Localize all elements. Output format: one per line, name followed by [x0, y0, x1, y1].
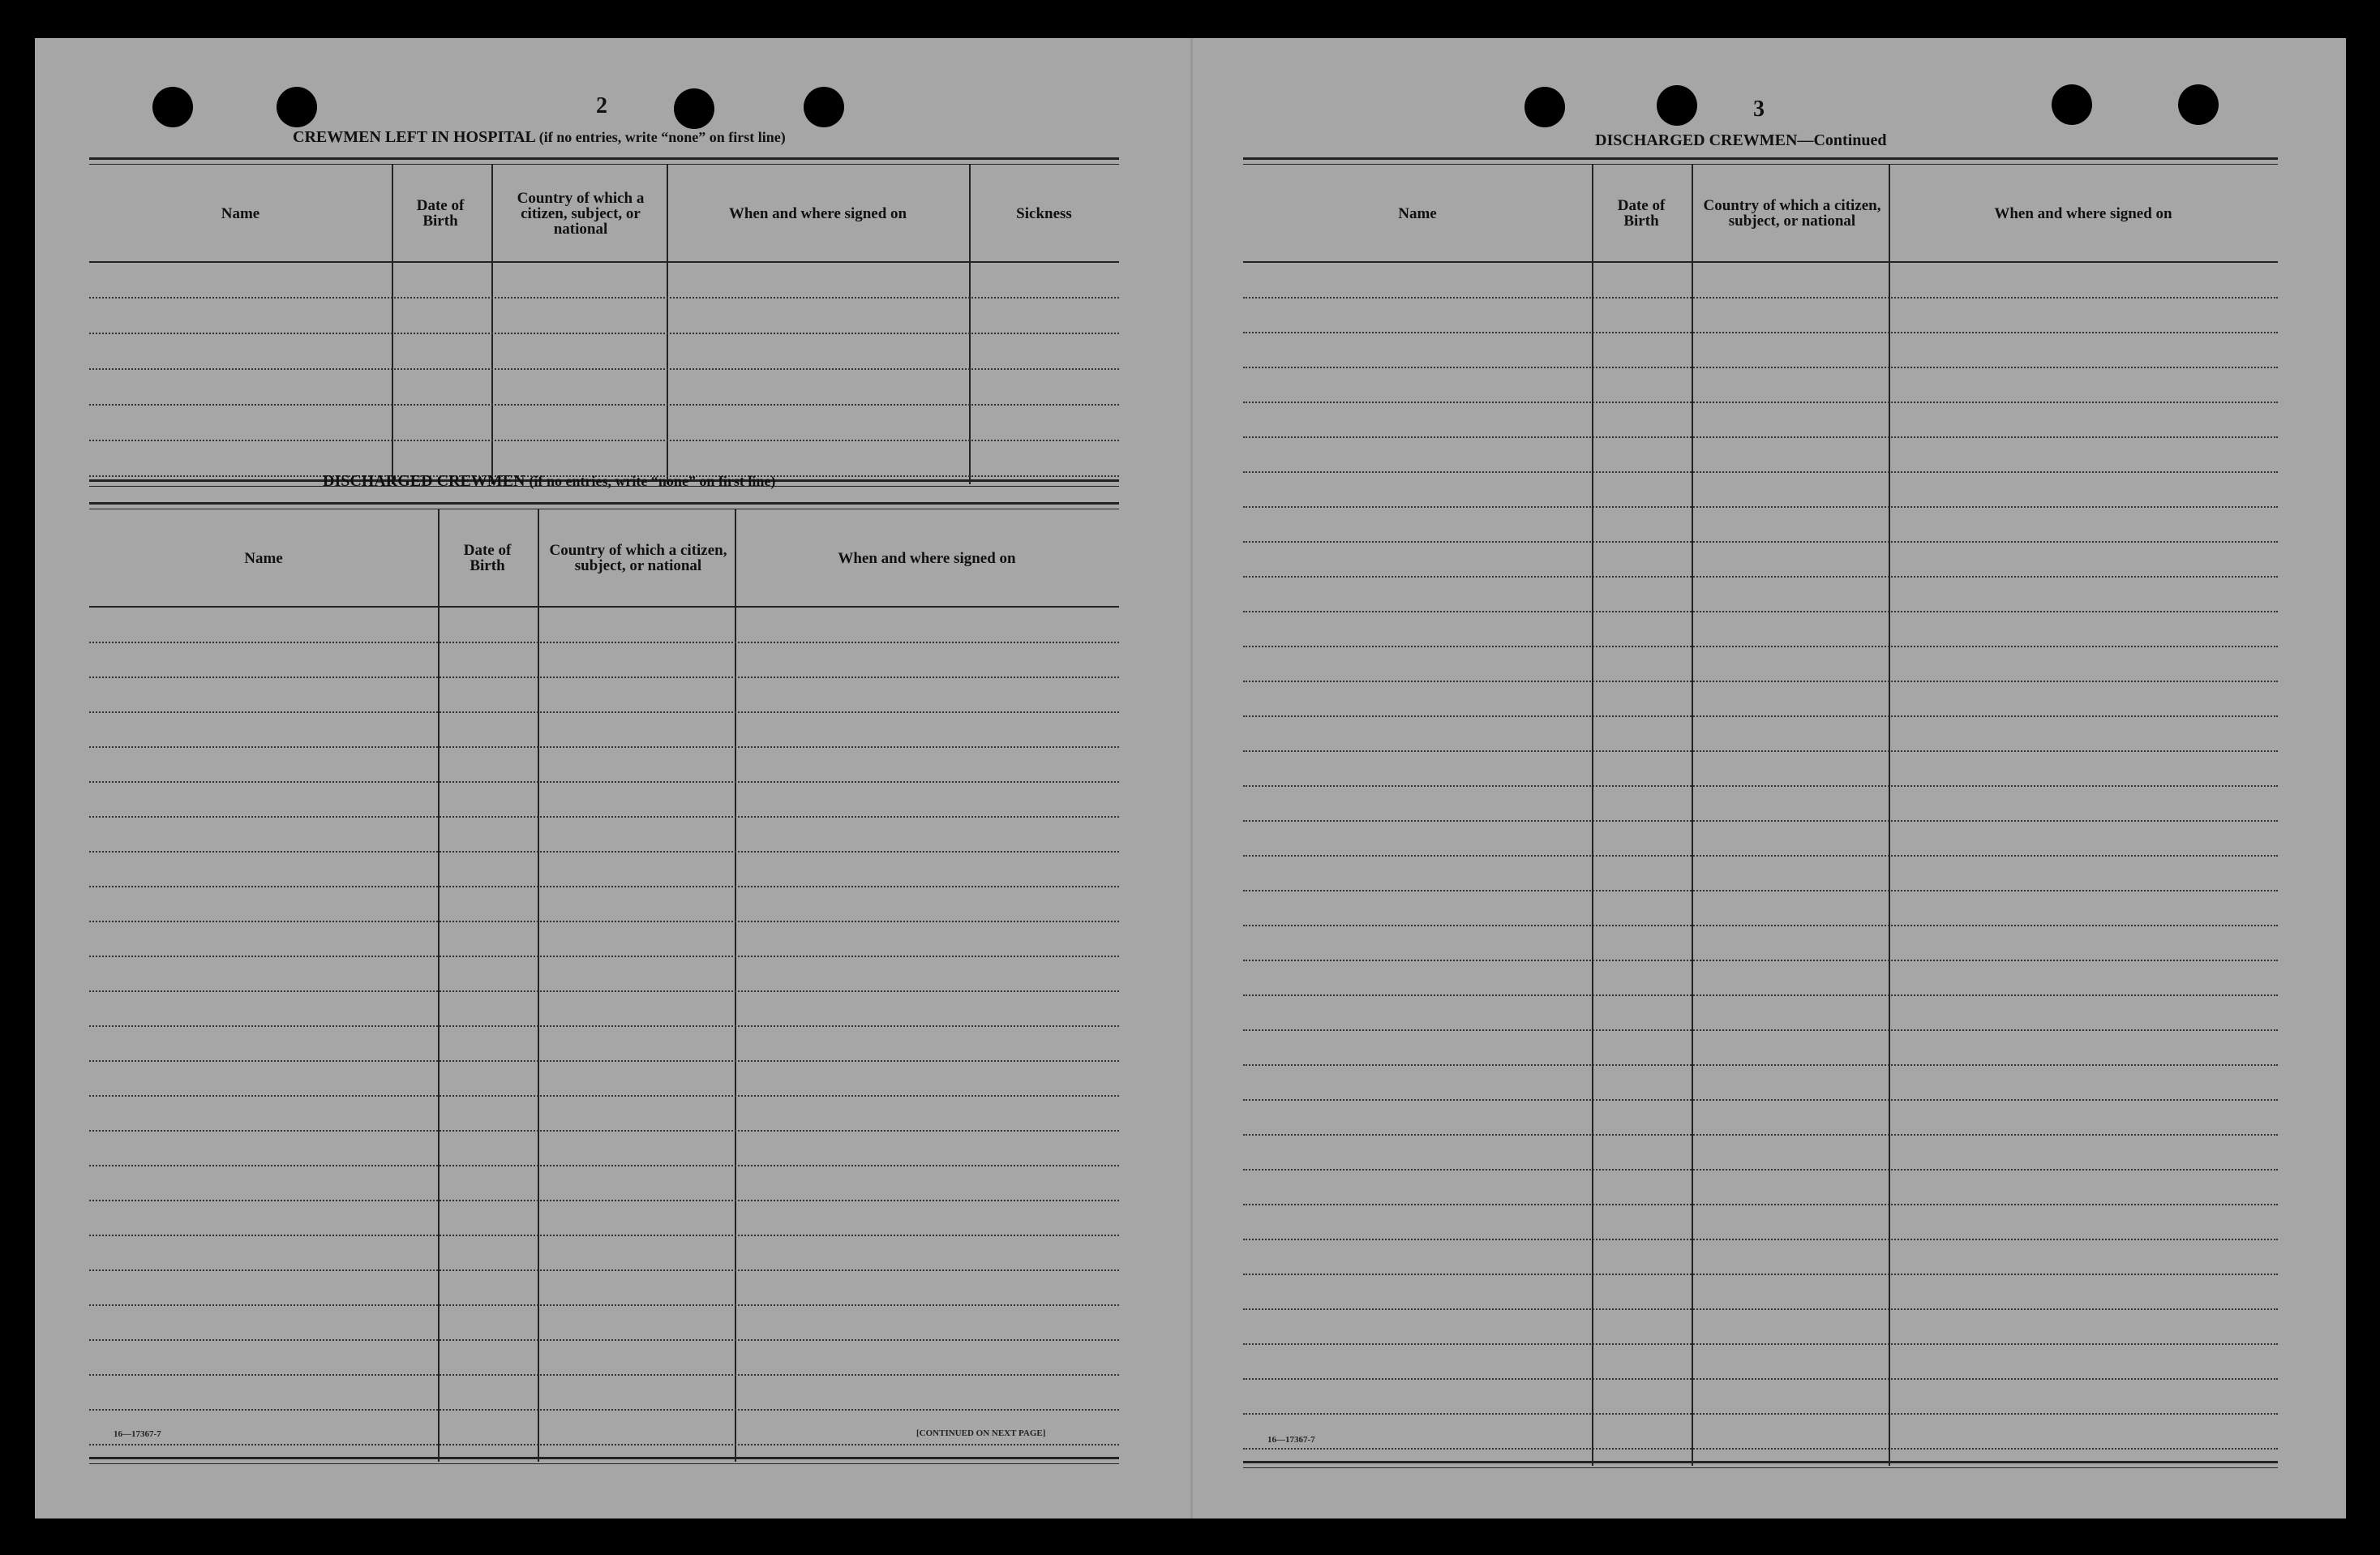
entry-line: [1243, 960, 2278, 961]
entry-line: [1243, 1169, 2278, 1171]
entry-line: [89, 1025, 1119, 1027]
column-divider: [491, 164, 493, 484]
entry-line: [1243, 785, 2278, 787]
entry-line: [89, 956, 1119, 957]
entry-line: [1243, 681, 2278, 682]
entry-line: [1243, 611, 2278, 612]
section-title-text: DISCHARGED CREWMEN: [323, 472, 525, 490]
punch-hole: [152, 87, 193, 127]
entry-line: [89, 921, 1119, 922]
punch-hole: [277, 87, 317, 127]
column-divider: [392, 164, 393, 484]
table-top-rule: [89, 502, 1119, 509]
entry-line: [1243, 506, 2278, 508]
column-header-sickness: Sickness: [1016, 204, 1072, 222]
entry-line: [89, 404, 1119, 406]
entry-line: [1243, 855, 2278, 857]
page-number: 3: [1753, 97, 1765, 122]
column-divider: [438, 509, 440, 1462]
column-header-signed-on: When and where signed on: [838, 549, 1016, 567]
entry-line: [89, 297, 1119, 299]
table-bottom-rule: [1243, 1461, 2278, 1468]
entry-line: [89, 1060, 1119, 1062]
table-top-rule: [1243, 157, 2278, 165]
continued-note: [CONTINUED ON NEXT PAGE]: [916, 1428, 1046, 1438]
section-title-discharged-continued: DISCHARGED CREWMEN—Continued: [1595, 131, 1887, 149]
entry-line: [1243, 1029, 2278, 1031]
column-header-date-of-birth: Date of Birth: [416, 197, 465, 230]
entry-line: [1243, 1064, 2278, 1066]
punch-hole: [804, 87, 844, 127]
punch-hole: [2178, 84, 2219, 125]
table-bottom-rule: [89, 1457, 1119, 1464]
entry-line: [1243, 1239, 2278, 1240]
entry-line: [1243, 715, 2278, 717]
entry-line: [89, 642, 1119, 643]
entry-line: [1243, 925, 2278, 926]
entry-line: [89, 1409, 1119, 1411]
table-header-rule: [89, 261, 1119, 263]
column-divider: [735, 509, 736, 1462]
entry-line: [1243, 890, 2278, 891]
entry-line: [1243, 436, 2278, 438]
entry-line: [1243, 1448, 2278, 1450]
form-number: 16—17367-7: [114, 1429, 161, 1439]
entry-line: [1243, 1413, 2278, 1415]
column-header-date-of-birth: Date of Birth: [1617, 197, 1666, 230]
entry-line: [1243, 1308, 2278, 1310]
discharged-continued-table: [1243, 157, 2278, 1467]
table-header-rule: [1243, 261, 2278, 263]
punch-hole: [674, 88, 714, 129]
entry-line: [89, 990, 1119, 992]
entry-line: [89, 711, 1119, 713]
entry-line: [89, 781, 1119, 783]
discharged-table: [89, 502, 1119, 1463]
section-note: (if no entries, write “none” on first line): [529, 473, 776, 489]
column-header-name: Name: [1398, 204, 1437, 222]
entry-line: [89, 1374, 1119, 1376]
entry-line: [1243, 750, 2278, 752]
entry-line: [1243, 1099, 2278, 1101]
hospital-table: [89, 157, 1119, 486]
column-header-name: Name: [221, 204, 260, 222]
document-sheet: [35, 38, 2346, 1518]
column-divider: [538, 509, 539, 1462]
page-fold: [1190, 38, 1193, 1518]
entry-line: [89, 1235, 1119, 1236]
entry-line: [1243, 367, 2278, 368]
column-header-country: Country of which a citizen, subject, or national: [1703, 197, 1881, 230]
entry-line: [1243, 541, 2278, 543]
table-header-rule: [89, 606, 1119, 608]
page-number: 2: [596, 93, 607, 118]
entry-line: [89, 1304, 1119, 1306]
column-header-country: Country of which a citizen, subject, or national: [517, 189, 645, 238]
column-divider: [1592, 164, 1593, 1466]
column-header-date-of-birth: Date of Birth: [463, 542, 512, 574]
entry-line: [89, 1165, 1119, 1166]
section-title-hospital: [293, 128, 786, 147]
entry-line: [1243, 1378, 2278, 1380]
entry-line: [89, 1200, 1119, 1201]
entry-line: [1243, 820, 2278, 822]
entry-line: [89, 1269, 1119, 1271]
entry-line: [89, 1444, 1119, 1445]
table-top-rule: [89, 157, 1119, 165]
entry-line: [1243, 1343, 2278, 1345]
entry-line: [1243, 994, 2278, 996]
entry-line: [89, 677, 1119, 678]
section-title-text: CREWMEN LEFT IN HOSPITAL: [293, 128, 535, 146]
entry-line: [89, 746, 1119, 748]
column-header-country: Country of which a citizen, subject, or national: [549, 542, 727, 574]
column-divider: [1889, 164, 1890, 1466]
entry-line: [89, 440, 1119, 441]
column-divider: [1692, 164, 1693, 1466]
form-number: 16—17367-7: [1267, 1435, 1315, 1445]
entry-line: [89, 333, 1119, 334]
entry-line: [1243, 1274, 2278, 1275]
entry-line: [89, 1095, 1119, 1097]
entry-line: [1243, 1134, 2278, 1136]
entry-line: [1243, 576, 2278, 578]
section-title-discharged: [323, 472, 775, 491]
entry-line: [1243, 1204, 2278, 1205]
entry-line: [1243, 646, 2278, 647]
punch-hole: [1657, 85, 1697, 126]
section-note: (if no entries, write “none” on first line): [538, 129, 786, 145]
entry-line: [1243, 471, 2278, 473]
punch-hole: [1524, 87, 1565, 127]
column-header-signed-on: When and where signed on: [1994, 204, 2172, 222]
entry-line: [89, 1130, 1119, 1132]
entry-line: [1243, 297, 2278, 299]
column-header-name: Name: [244, 549, 283, 567]
entry-line: [1243, 402, 2278, 403]
entry-line: [89, 816, 1119, 818]
entry-line: [89, 886, 1119, 887]
punch-hole: [2052, 84, 2092, 125]
entry-line: [89, 368, 1119, 370]
entry-line: [89, 851, 1119, 853]
column-header-signed-on: When and where signed on: [728, 204, 907, 222]
entry-line: [1243, 332, 2278, 333]
entry-line: [89, 1339, 1119, 1341]
